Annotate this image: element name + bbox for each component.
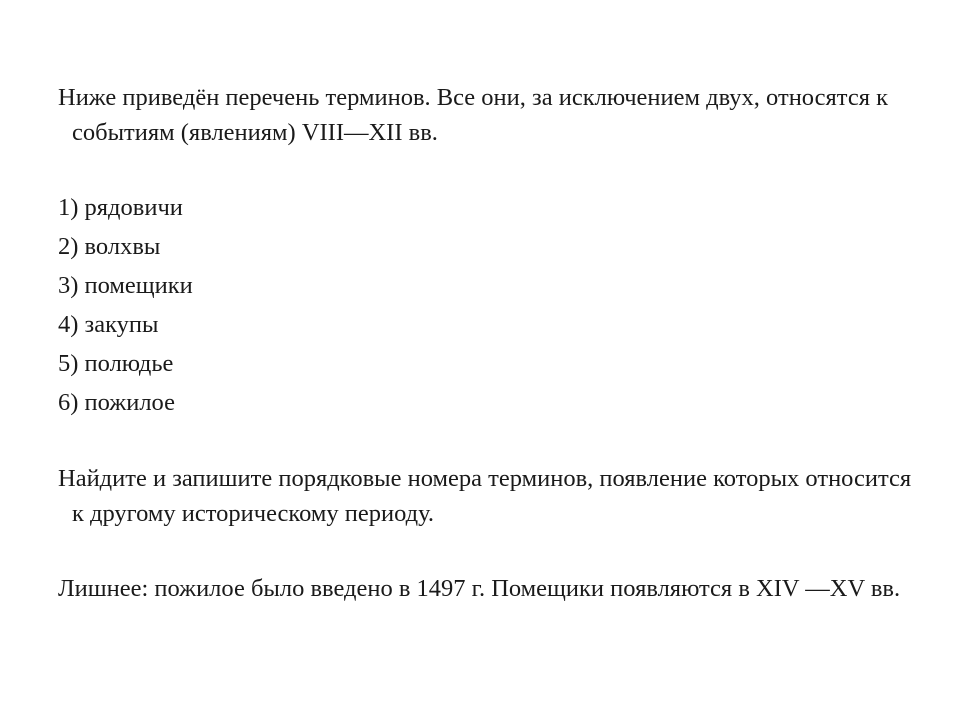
answer-note: Лишнее: пожилое было введено в 1497 г. Помещики появляются в XIV —XV вв. bbox=[58, 575, 901, 602]
terms-list bbox=[58, 188, 193, 422]
term-item: 5) полюдье bbox=[58, 350, 174, 377]
term-item: 1) рядовичи bbox=[58, 194, 183, 221]
term-item: 4) закупы bbox=[58, 311, 159, 338]
term-item: 6) пожилое bbox=[58, 389, 175, 416]
intro-paragraph: Ниже приведён перечень терминов. Все они, за исключением двух, относятся к событиям (явлениям) VIII—XII вв. bbox=[58, 84, 888, 146]
term-item: 3) помещики bbox=[58, 272, 193, 299]
task-paragraph: Найдите и запишите порядковые номера терминов, появление которых относится к другому историческому периоду. bbox=[58, 465, 912, 527]
term-item: 2) волхвы bbox=[58, 233, 161, 260]
